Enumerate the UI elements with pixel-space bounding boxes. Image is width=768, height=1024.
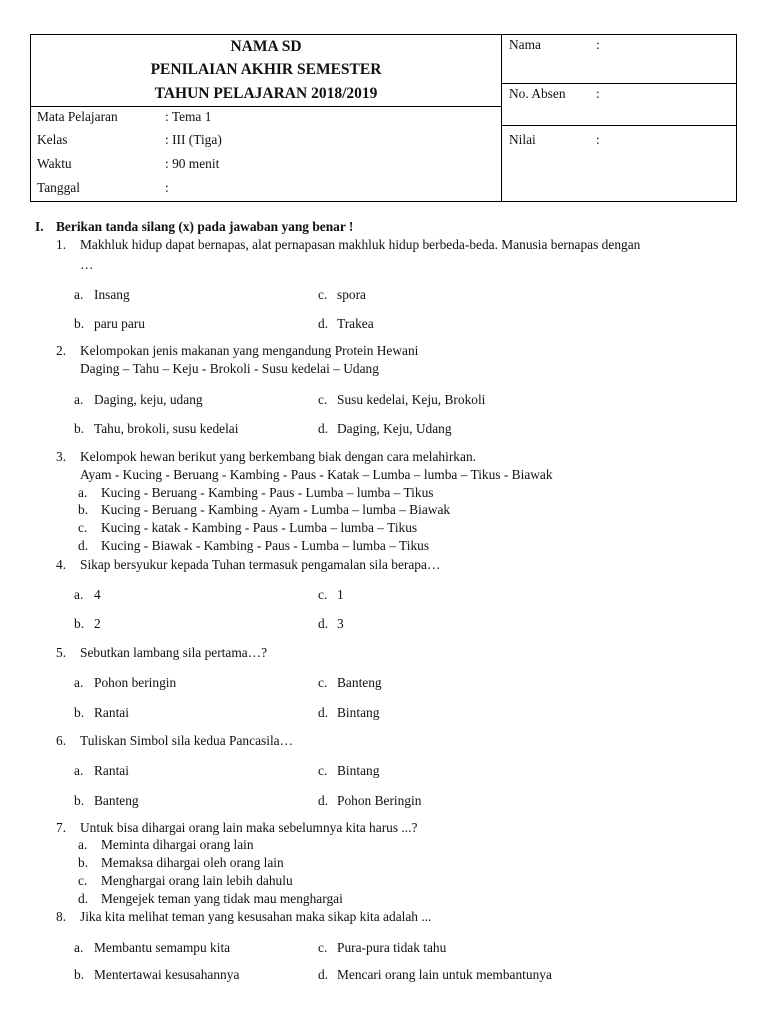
question-number: 2.: [56, 343, 67, 358]
question-number: 4.: [56, 557, 67, 572]
option-text: Menghargai orang lain lebih dahulu: [101, 873, 293, 888]
option-letter: a.: [74, 287, 84, 302]
option-letter: c.: [318, 675, 328, 690]
option-letter: a.: [74, 675, 84, 690]
option-text: 3: [337, 616, 344, 631]
option-letter: b.: [74, 316, 85, 331]
option-letter: b.: [74, 616, 85, 631]
option-text: Pura-pura tidak tahu: [337, 940, 447, 955]
section-instruction: Berikan tanda silang (x) pada jawaban yang benar !: [56, 219, 354, 234]
question-text: Tuliskan Simbol sila kedua Pancasila…: [80, 733, 294, 748]
option-text: Mengejek teman yang tidak mau menghargai: [101, 891, 343, 906]
option-text: Pohon beringin: [94, 675, 177, 690]
field-label-class: Kelas: [37, 132, 68, 147]
option-letter: b.: [78, 855, 89, 870]
field-value-subject: : Tema 1: [165, 109, 212, 124]
option-text: Meminta dihargai orang lain: [101, 837, 254, 852]
question-number: 3.: [56, 449, 67, 464]
option-letter: c.: [318, 287, 328, 302]
option-text: Rantai: [94, 705, 129, 720]
question-text: Makhluk hidup dapat bernapas, alat pernapasan makhluk hidup berbeda-beda. Manusia bernapas dengan: [80, 237, 641, 252]
option-letter: c.: [318, 940, 328, 955]
option-letter: a.: [74, 940, 84, 955]
option-text: Mencari orang lain untuk membantunya: [337, 967, 552, 982]
option-text: Insang: [94, 287, 130, 302]
option-text: Kucing - Beruang - Kambing - Ayam - Lumba – lumba – Biawak: [101, 502, 451, 517]
option-text: 2: [94, 616, 101, 631]
absen-colon: :: [596, 86, 600, 101]
option-text: Membantu semampu kita: [94, 940, 231, 955]
field-value-date: :: [165, 180, 169, 195]
question-continuation: Ayam - Kucing - Beruang - Kambing - Paus - Katak – Lumba – lumba – Tikus - Biawak: [80, 467, 553, 482]
option-letter: c.: [78, 873, 88, 888]
option-text: Rantai: [94, 763, 129, 778]
exam-title: PENILAIAN AKHIR SEMESTER: [150, 61, 382, 78]
absen-divider: [501, 125, 736, 126]
option-letter: d.: [318, 705, 329, 720]
question-number: 1.: [56, 237, 67, 252]
option-text: Kucing - katak - Kambing - Paus - Lumba – lumba – Tikus: [101, 520, 418, 535]
option-letter: a.: [78, 485, 88, 500]
header-table: [30, 34, 737, 202]
option-letter: b.: [74, 705, 85, 720]
question-text: Untuk bisa dihargai orang lain maka sebelumnya kita harus ...?: [80, 820, 418, 835]
field-value-class: : III (Tiga): [165, 132, 222, 147]
question-number: 5.: [56, 645, 67, 660]
option-text: 1: [337, 587, 344, 602]
option-letter: a.: [74, 587, 84, 602]
option-text: Banteng: [337, 675, 382, 690]
option-letter: d.: [78, 538, 89, 553]
header-divider-vertical: [501, 35, 502, 201]
option-text: Pohon Beringin: [337, 793, 422, 808]
option-text: Kucing - Biawak - Kambing - Paus - Lumba – lumba – Tikus: [101, 538, 430, 553]
question-continuation: Daging – Tahu – Keju - Brokoli - Susu kedelai – Udang: [80, 361, 379, 376]
option-text: Bintang: [337, 763, 380, 778]
option-text: Trakea: [337, 316, 374, 331]
title-divider: [31, 106, 501, 107]
nama-colon: :: [596, 37, 600, 52]
question-text: Sikap bersyukur kepada Tuhan termasuk pengamalan sila berapa…: [80, 557, 441, 572]
option-letter: c.: [318, 763, 328, 778]
option-text: Mentertawai kesusahannya: [94, 967, 240, 982]
question-text: Jika kita melihat teman yang kesusahan maka sikap kita adalah ...: [80, 909, 432, 924]
option-letter: c.: [318, 587, 328, 602]
option-text: paru paru: [94, 316, 145, 331]
option-letter: d.: [318, 616, 329, 631]
field-label-date: Tanggal: [37, 180, 80, 195]
option-letter: b.: [74, 421, 85, 436]
option-letter: d.: [318, 421, 329, 436]
question-number: 7.: [56, 820, 67, 835]
nilai-colon: :: [596, 132, 600, 147]
option-text: Banteng: [94, 793, 139, 808]
option-text: Susu kedelai, Keju, Brokoli: [337, 392, 486, 407]
option-letter: a.: [74, 763, 84, 778]
nama-divider: [501, 83, 736, 84]
field-label-subject: Mata Pelajaran: [37, 109, 118, 124]
option-text: spora: [337, 287, 367, 302]
option-text: Memaksa dihargai oleh orang lain: [101, 855, 284, 870]
option-text: Daging, Keju, Udang: [337, 421, 452, 436]
option-text: 4: [94, 587, 101, 602]
academic-year: TAHUN PELAJARAN 2018/2019: [154, 85, 378, 102]
option-letter: b.: [74, 793, 85, 808]
question-continuation: …: [80, 257, 94, 272]
option-letter: b.: [74, 967, 85, 982]
option-text: Kucing - Beruang - Kambing - Paus - Lumba – lumba – Tikus: [101, 485, 434, 500]
option-letter: a.: [74, 392, 84, 407]
nilai-label: Nilai: [509, 132, 536, 147]
option-letter: d.: [318, 316, 329, 331]
field-label-time: Waktu: [37, 156, 72, 171]
question-text: Kelompok hewan berikut yang berkembang biak dengan cara melahirkan.: [80, 449, 476, 464]
option-letter: c.: [318, 392, 328, 407]
option-letter: d.: [318, 793, 329, 808]
question-number: 8.: [56, 909, 67, 924]
question-number: 6.: [56, 733, 67, 748]
option-letter: a.: [78, 837, 88, 852]
nama-label: Nama: [509, 37, 541, 52]
school-name: NAMA SD: [230, 38, 302, 55]
question-text: Sebutkan lambang sila pertama…?: [80, 645, 268, 660]
question-text: Kelompokan jenis makanan yang mengandung Protein Hewani: [80, 343, 419, 358]
option-text: Bintang: [337, 705, 380, 720]
option-letter: b.: [78, 502, 89, 517]
option-letter: d.: [318, 967, 329, 982]
option-letter: c.: [78, 520, 88, 535]
option-text: Tahu, brokoli, susu kedelai: [94, 421, 239, 436]
section-number: I.: [35, 219, 44, 234]
option-text: Daging, keju, udang: [94, 392, 203, 407]
field-value-time: : 90 menit: [165, 156, 220, 171]
option-letter: d.: [78, 891, 89, 906]
absen-label: No. Absen: [509, 86, 566, 101]
